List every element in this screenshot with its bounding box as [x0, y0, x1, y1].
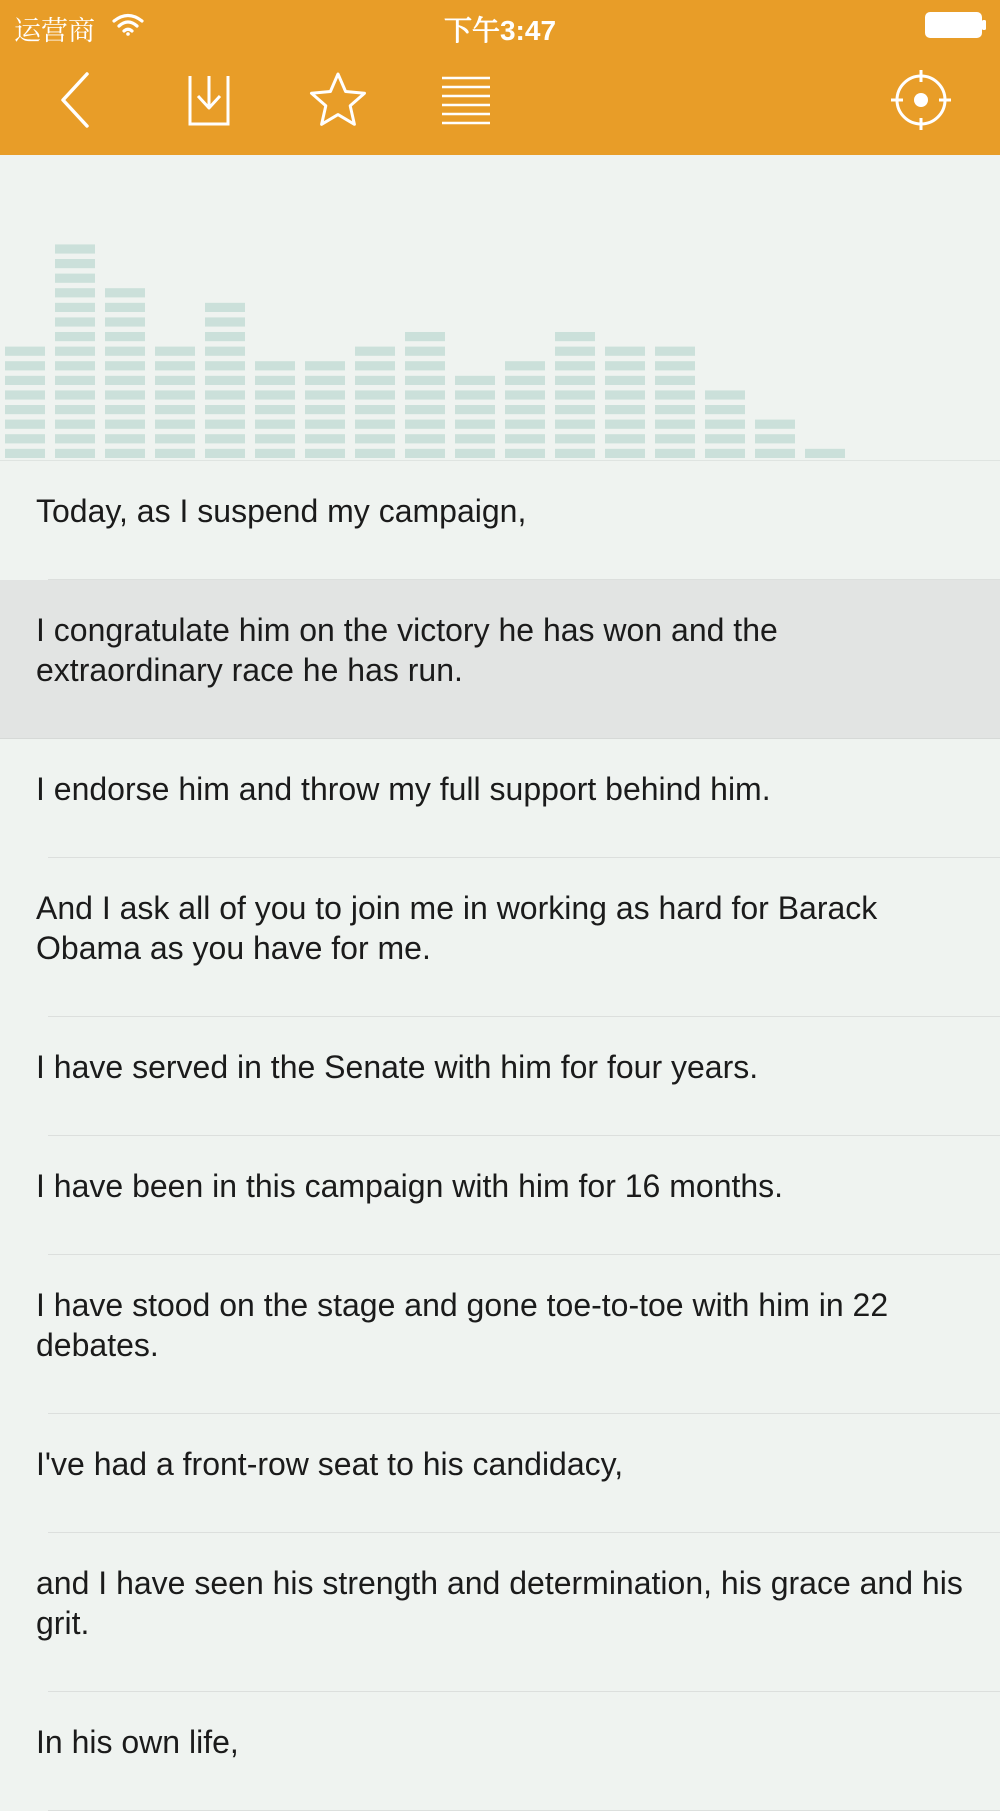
transcript-line-text: I have served in the Senate with him for four years. — [36, 1049, 759, 1085]
waveform-bar — [505, 361, 545, 458]
locate-button[interactable] — [889, 68, 953, 132]
favorite-button[interactable] — [306, 68, 370, 132]
toolbar — [0, 50, 1000, 155]
waveform-bar — [355, 347, 395, 458]
waveform-bar — [755, 420, 795, 458]
transcript-list — [0, 461, 1000, 1811]
waveform-bar — [405, 332, 445, 458]
back-icon — [45, 68, 109, 132]
waveform-bar — [155, 347, 195, 458]
locate-icon — [889, 68, 953, 132]
transcript-line-text: and I have seen his strength and determination, his grace and his grit. — [36, 1565, 963, 1641]
download-icon — [176, 68, 240, 132]
transcript-line[interactable] — [0, 461, 1000, 580]
waveform-bar — [705, 390, 745, 458]
transcript-line-text: I endorse him and throw my full support behind him. — [36, 771, 771, 807]
download-button[interactable] — [176, 68, 240, 132]
waveform-bar — [455, 376, 495, 458]
waveform-bar — [5, 347, 45, 458]
carrier-label: 运营商 — [14, 16, 95, 46]
list-icon — [434, 68, 498, 132]
transcript-line[interactable] — [0, 1414, 1000, 1533]
app-header — [0, 0, 1000, 155]
battery-icon — [925, 12, 987, 38]
status-time: 下午3:47 — [443, 15, 557, 46]
transcript-line[interactable] — [0, 739, 1000, 858]
waveform-bar — [255, 361, 295, 458]
star-icon — [306, 68, 370, 132]
status-bar — [0, 0, 1000, 50]
transcript-line-text: I congratulate him on the victory he has won and the extraordinary race he has run. — [36, 612, 778, 688]
waveform-bar — [105, 288, 145, 458]
waveform-bar — [605, 347, 645, 458]
transcript-line-text: I've had a front-row seat to his candidacy, — [36, 1446, 624, 1482]
waveform-bar — [205, 303, 245, 458]
waveform-bar — [305, 361, 345, 458]
transcript-line-text: In his own life, — [36, 1724, 239, 1760]
waveform-bar — [555, 332, 595, 458]
transcript-line-text: And I ask all of you to join me in working as hard for Barack Obama as you have for me. — [36, 890, 878, 966]
transcript-line[interactable] — [0, 1692, 1000, 1811]
transcript-line[interactable] — [0, 1136, 1000, 1255]
transcript-line-text: I have stood on the stage and gone toe-to-toe with him in 22 debates. — [36, 1287, 889, 1363]
waveform-bar — [805, 449, 845, 458]
transcript-line[interactable] — [0, 580, 1000, 739]
transcript-list-button[interactable] — [434, 68, 498, 132]
transcript-line[interactable] — [0, 858, 1000, 1017]
transcript-line-text: Today, as I suspend my campaign, — [36, 493, 527, 529]
transcript-line[interactable] — [0, 1017, 1000, 1136]
audio-waveform[interactable] — [0, 155, 1000, 461]
back-button[interactable] — [45, 68, 109, 132]
transcript-line[interactable] — [0, 1255, 1000, 1414]
transcript-line-text: I have been in this campaign with him for 16 months. — [36, 1168, 784, 1204]
waveform-bars — [0, 155, 1000, 461]
waveform-bar — [655, 347, 695, 458]
waveform-bar — [55, 244, 95, 458]
transcript-line[interactable] — [0, 1533, 1000, 1692]
